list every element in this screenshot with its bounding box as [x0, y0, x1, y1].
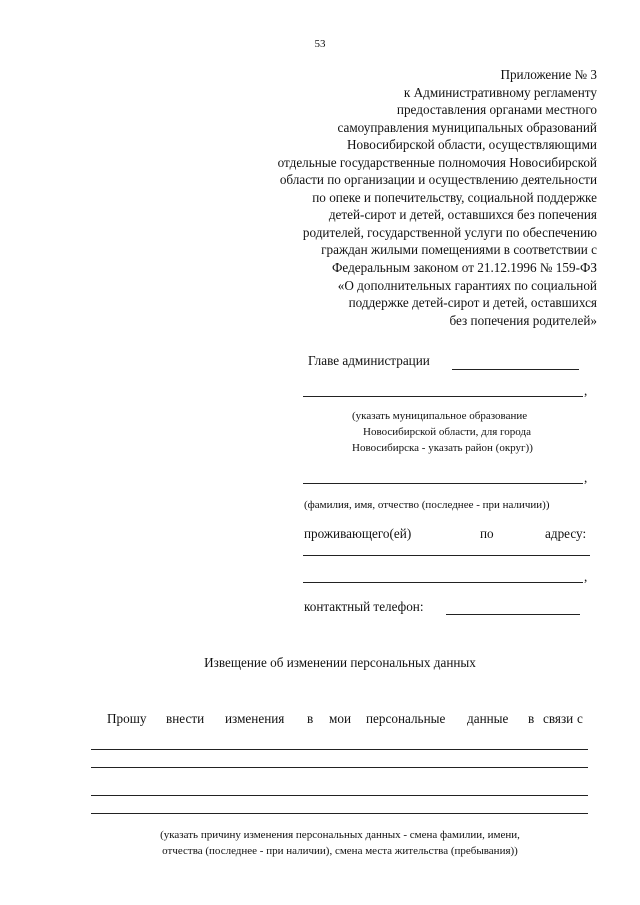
residing-label: адресу: — [545, 526, 587, 541]
request-word: внести — [166, 711, 205, 726]
appendix-line: граждан жилыми помещениями в соответствии с — [321, 242, 597, 258]
residing-label: проживающего(ей) — [304, 526, 412, 541]
request-word: данные — [467, 711, 509, 726]
appendix-line: Федеральным законом от 21.12.1996 № 159-ФЗ — [331, 260, 597, 276]
request-word: с — [577, 711, 583, 726]
request-word: связи — [543, 711, 574, 726]
appendix-line: отдельные государственные полномочия Новосибирской — [277, 154, 597, 170]
appendix-line: по опеке и попечительству, социальной поддержке — [312, 189, 597, 205]
comma: , — [584, 569, 588, 584]
appendix-line: самоуправления муниципальных образований — [337, 119, 597, 135]
request-word: изменения — [225, 711, 285, 726]
appendix-line: «О дополнительных гарантиях по социальной — [337, 277, 597, 293]
request-word: в — [528, 711, 535, 726]
full-name-hint: (фамилия, имя, отчество (последнее - при наличии)) — [304, 499, 550, 511]
appendix-line: детей-сирот и детей, оставшихся без попечения — [328, 207, 597, 223]
municipality-hint-line: Новосибирской области, для города — [363, 426, 531, 438]
address-field[interactable] — [303, 555, 590, 556]
residing-label: по — [480, 526, 494, 541]
page-number: 53 — [314, 38, 326, 50]
reason-field-line[interactable] — [91, 767, 588, 768]
head-of-administration-label: Главе администрации — [308, 353, 430, 368]
appendix-line: поддержке детей-сирот и детей, оставшихся — [348, 295, 597, 311]
appendix-line: предоставления органами местного — [396, 102, 597, 118]
request-word: в — [307, 711, 314, 726]
municipality-hint-line: Новосибирска - указать район (округ)) — [352, 442, 533, 454]
contact-phone-label: контактный телефон: — [304, 599, 424, 614]
reason-field-line[interactable] — [91, 749, 588, 750]
municipality-hint-line: (указать муниципальное образование — [352, 410, 528, 422]
appendix-header — [177, 66, 597, 329]
request-word: Прошу — [107, 711, 147, 726]
contact-phone-field[interactable] — [446, 614, 580, 615]
comma: , — [584, 383, 588, 398]
administration-field-continued[interactable] — [303, 396, 583, 397]
appendix-line: области по организации и осуществлению деятельности — [279, 172, 597, 188]
request-word: персональные — [366, 711, 446, 726]
reason-hint-line: отчества (последнее - при наличии), смена места жительства (пребывания)) — [162, 845, 518, 857]
document-title: Извещение об изменении персональных данных — [204, 655, 476, 670]
appendix-line: к Административному регламенту — [403, 84, 597, 100]
request-word: мои — [329, 711, 351, 726]
comma: , — [584, 470, 588, 485]
appendix-line: Приложение № 3 — [500, 67, 597, 82]
reason-field-line[interactable] — [91, 813, 588, 814]
appendix-line: без попечения родителей» — [449, 312, 597, 328]
administration-field[interactable] — [452, 369, 579, 370]
appendix-line: Новосибирской области, осуществляющими — [347, 137, 597, 153]
full-name-field[interactable] — [303, 483, 583, 484]
address-field-continued[interactable] — [303, 582, 583, 583]
appendix-line: родителей, государственной услуги по обеспечению — [302, 224, 597, 240]
reason-field-line[interactable] — [91, 795, 588, 796]
reason-hint-line: (указать причину изменения персональных данных - смена фамилии, имени, — [160, 829, 520, 841]
